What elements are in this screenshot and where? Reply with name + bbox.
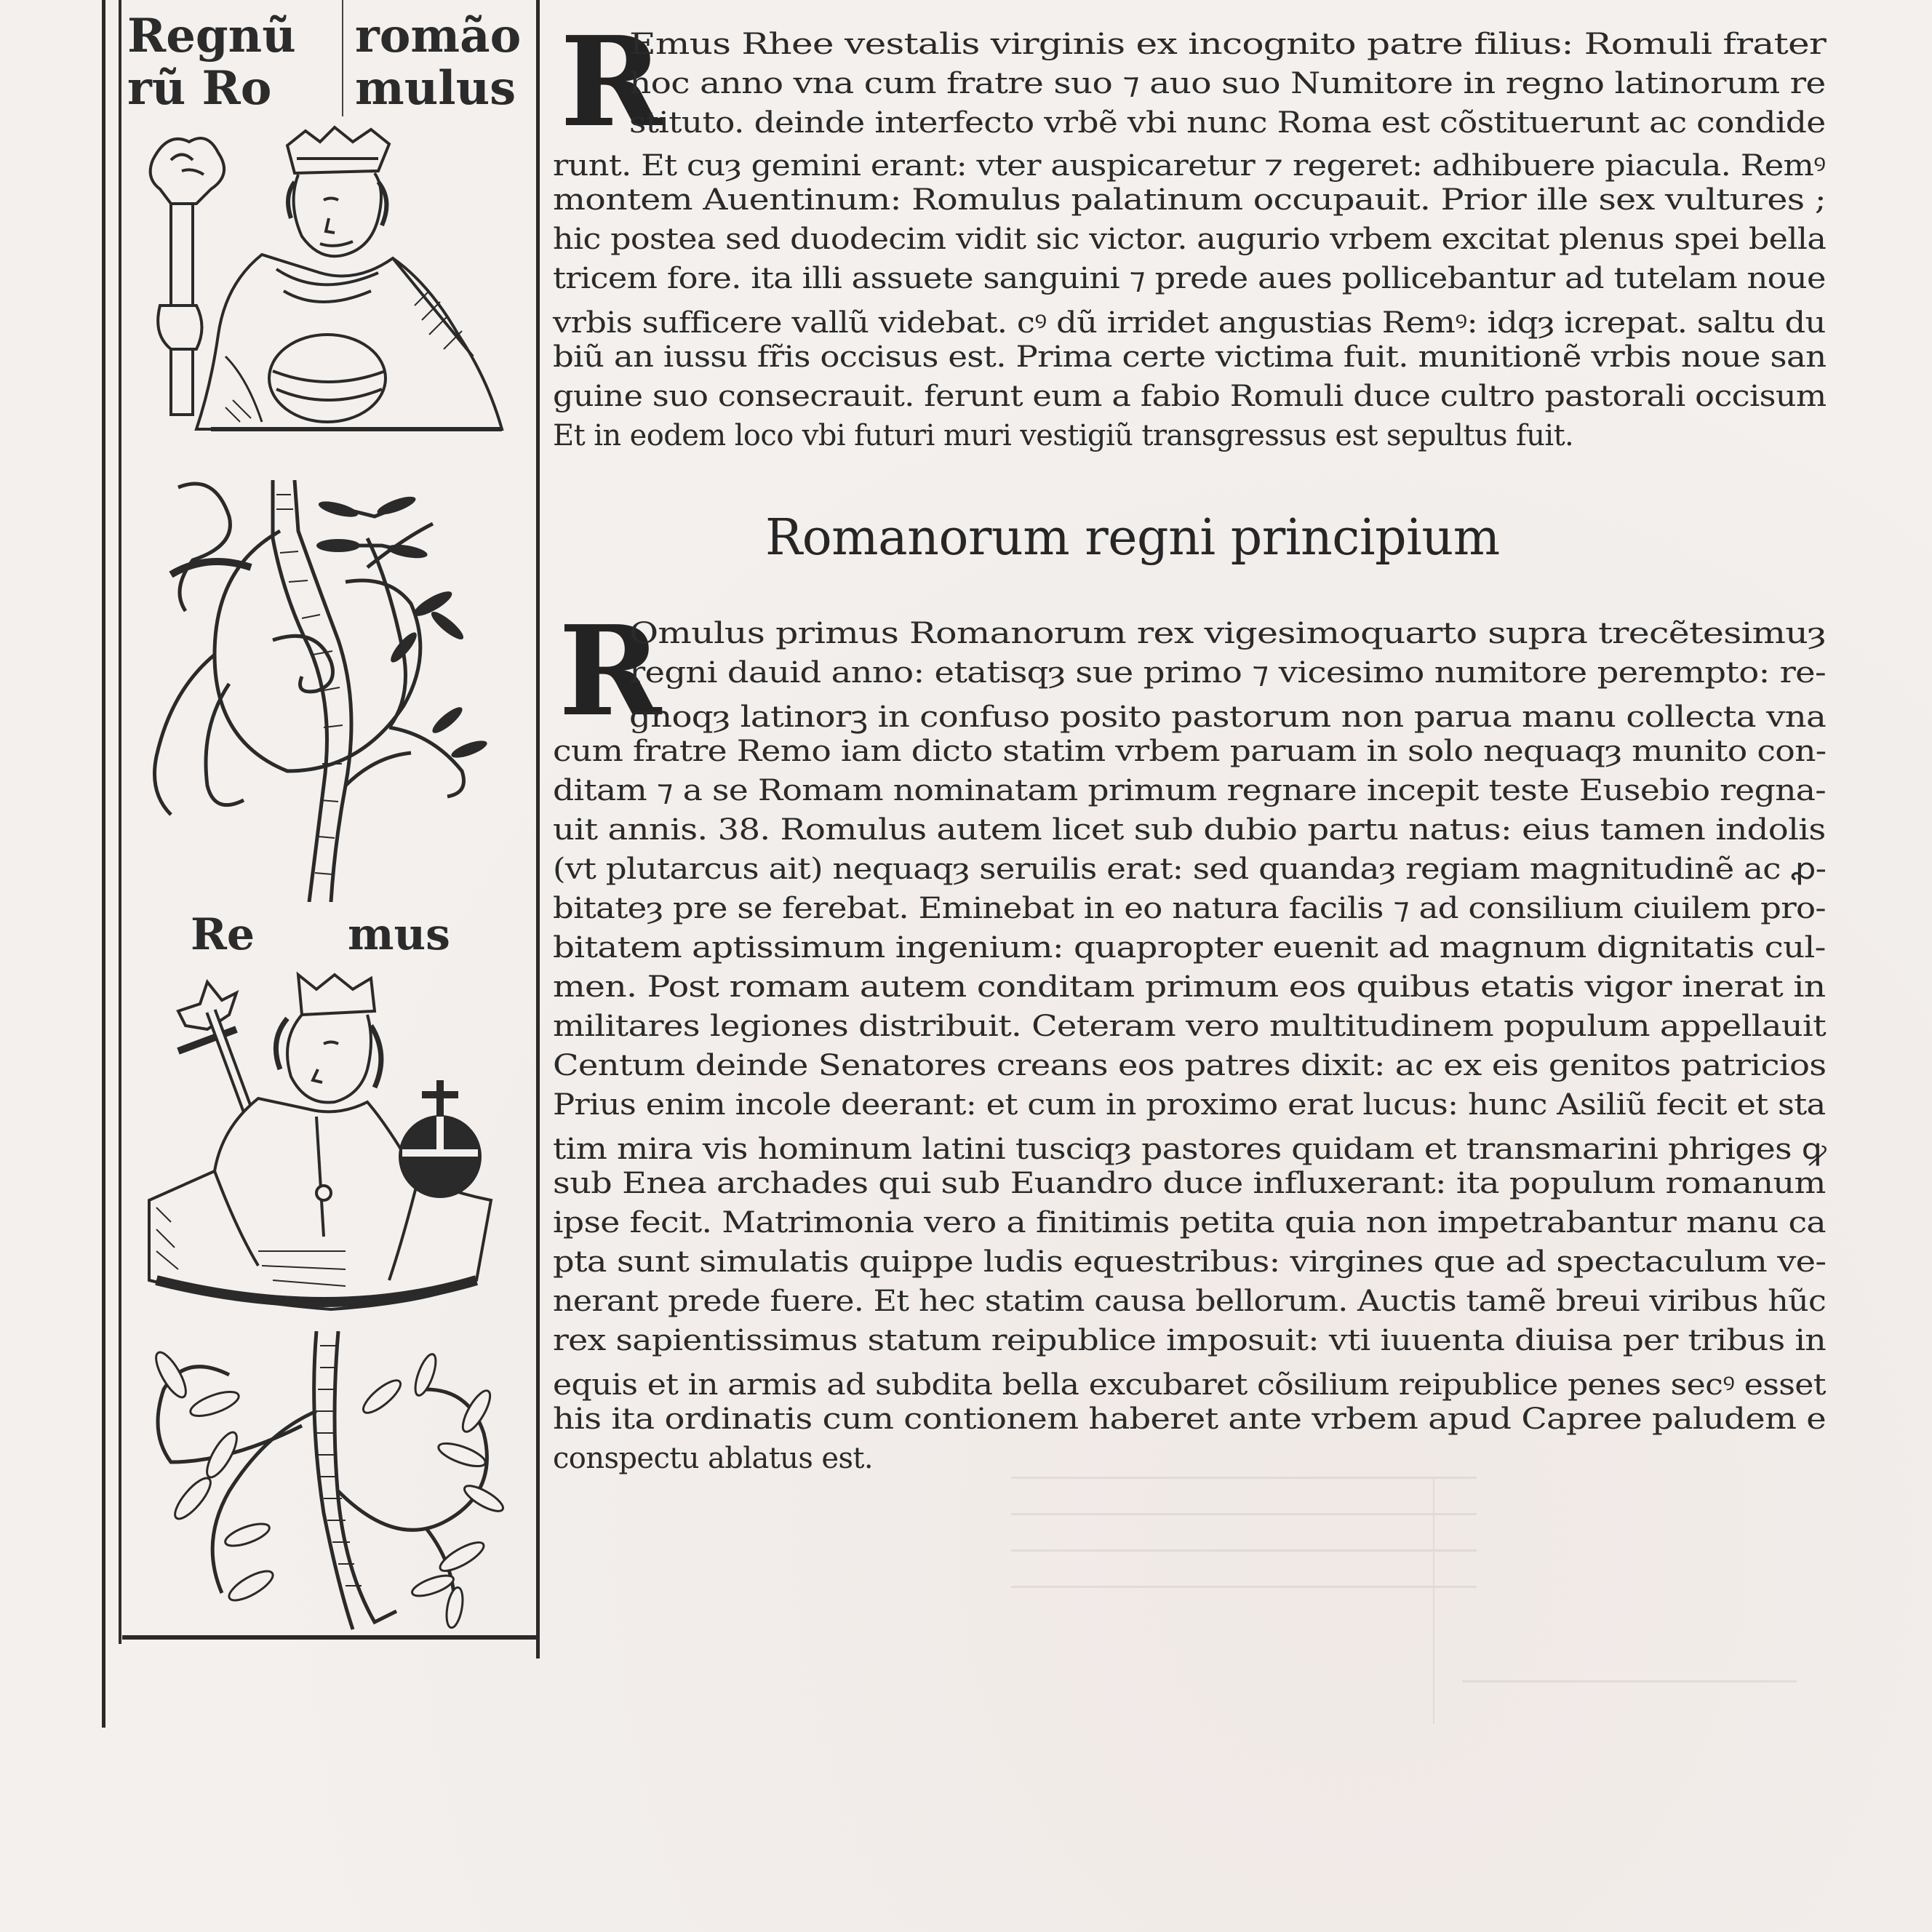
remus-woodcut-illustration bbox=[127, 960, 535, 1324]
section2-paragraph bbox=[553, 599, 1833, 1549]
vine-ornament-bottom bbox=[120, 1331, 527, 1637]
drop-cap-section1: R bbox=[560, 9, 663, 155]
text-line: men. Post romam autem conditam primum eos quibus etatis vigor inerat in bbox=[553, 970, 1826, 1004]
text-line: nerant prede fuere. Et hec statim causa bellorum. Auctis tamẽ breui viribus hũc bbox=[553, 1285, 1827, 1318]
text-line: bitateȝ pre se ferebat. Eminebat in eo natura facilis ⁊ ad consilium ciuilem pro- bbox=[553, 892, 1826, 925]
text-line: montem Auentinum: Romulus palatinum occupauit. Prior ille sex vultures ; bbox=[553, 183, 1827, 217]
text-line: hoc anno vna cum fratre suo ⁊ auo suo Numitore in regno latinorum re bbox=[629, 67, 1826, 100]
text-line: his ita ordinatis cum contionem haberet ante vrbem apud Capree paludem e bbox=[553, 1402, 1826, 1436]
text-line: guine suo consecrauit. ferunt eum a fabio Romuli duce cultro pastorali occisum bbox=[553, 380, 1827, 413]
text-line: Omulus primus Romanorum rex vigesimoquarto supra trecẽtesimuȝ bbox=[629, 617, 1826, 650]
text-line: Centum deinde Senatores creans eos patres dixit: ac ex eis genitos patricios bbox=[553, 1049, 1827, 1082]
text-line: sub Enea archades qui sub Euandro duce influxerant: ita populum romanum bbox=[553, 1167, 1826, 1200]
section-heading: Romanorum regni principium bbox=[765, 509, 1500, 567]
text-line: (vt plutarcus ait) nequaqȝ seruilis erat: sed quandaȝ regiam magnitudinẽ ac ꝓ- bbox=[553, 853, 1827, 886]
text-line: biũ an iussu fr̃is occisus est. Prima certe victima fuit. munitionẽ vrbis noue san bbox=[553, 340, 1827, 374]
text-line: tricem fore. ita illi assuete sanguini ⁊ prede aues pollicebantur ad tutelam noue bbox=[553, 262, 1826, 295]
vine-ornament-top bbox=[127, 466, 535, 902]
caption-mus: mus bbox=[348, 909, 450, 960]
text-line: Prius enim incole deerant: et cum in proximo erat lucus: hunc Asiliũ fecit et sta bbox=[553, 1088, 1826, 1122]
text-line: gnoqȝ latinorꝫ in confuso posito pastorum non parua manu collecta vna bbox=[629, 700, 1827, 734]
text-line: cum fratre Remo iam dicto statim vrbem paruam in solo nequaqȝ munito con- bbox=[553, 735, 1827, 768]
text-line: conspectu ablatus est. bbox=[553, 1442, 873, 1475]
text-line: uit annis. 38. Romulus autem licet sub dubio partu natus: eius tamen indolis bbox=[553, 813, 1826, 847]
caption-regnu: Regnũ bbox=[127, 9, 296, 63]
caption-divider bbox=[342, 0, 343, 116]
text-line: Emus Rhee vestalis virginis ex incognito patre filius: Romuli frater bbox=[629, 28, 1827, 61]
text-line: tim mira vis hominum latini tusciqȝ pastores quidam et transmarini phriges ꝙ bbox=[553, 1133, 1827, 1166]
caption-ru-ro: rũ Ro bbox=[127, 61, 272, 116]
caption-re: Re bbox=[191, 909, 255, 960]
text-line: bitatem aptissimum ingenium: quapropter euenit ad magnum dignitatis cul- bbox=[553, 931, 1826, 965]
text-line: equis et in armis ad subdita bella excubaret cõsilium reipublice penes secꝰ esset bbox=[553, 1368, 1826, 1402]
text-line: pta sunt simulatis quippe ludis equestribus: virgines que ad spectaculum ve- bbox=[553, 1245, 1827, 1279]
section1-paragraph bbox=[553, 0, 1833, 480]
text-line: runt. Et cuȝ gemini erant: vter auspicaretur ⁊ regeret: adhibuere piacula. Remꝰ bbox=[553, 149, 1826, 183]
text-line: rex sapientissimus statum reipublice imposuit: vti iuuenta diuisa per tribus in bbox=[553, 1324, 1827, 1357]
drop-cap-section2: R bbox=[559, 599, 662, 744]
text-line: vrbis sufficere vallũ videbat. cꝰ dũ irridet angustias Remꝰ: idqȝ icrepat. saltu du bbox=[553, 306, 1826, 340]
column-rule-outer bbox=[102, 0, 105, 1728]
text-line: stituto. deinde interfecto vrbẽ vbi nunc Roma est cõstituerunt ac condide bbox=[629, 106, 1826, 140]
text-line: ipse fecit. Matrimonia vero a finitimis petita quia non impetrabantur manu ca bbox=[553, 1206, 1826, 1240]
caption-mulus: mulus bbox=[355, 61, 516, 116]
text-line: ditam ⁊ a se Romam nominatam primum regnare incepit teste Eusebio regna- bbox=[553, 774, 1827, 807]
text-line: hic postea sed duodecim vidit sic victor. augurio vrbem excitat plenus spei bella bbox=[553, 223, 1827, 256]
caption-romao: romão bbox=[355, 9, 522, 63]
text-line: militares legiones distribuit. Ceteram vero multitudinem populum appellauit bbox=[553, 1010, 1827, 1043]
column-rule-right bbox=[536, 0, 540, 1658]
text-line: Et in eodem loco vbi futuri muri vestigiũ transgressus est sepultus fuit. bbox=[553, 419, 1574, 452]
text-line: regni dauid anno: etatisqȝ sue primo ⁊ vicesimo numitore perempto: re- bbox=[629, 656, 1827, 690]
romulus-woodcut-illustration bbox=[138, 116, 524, 480]
